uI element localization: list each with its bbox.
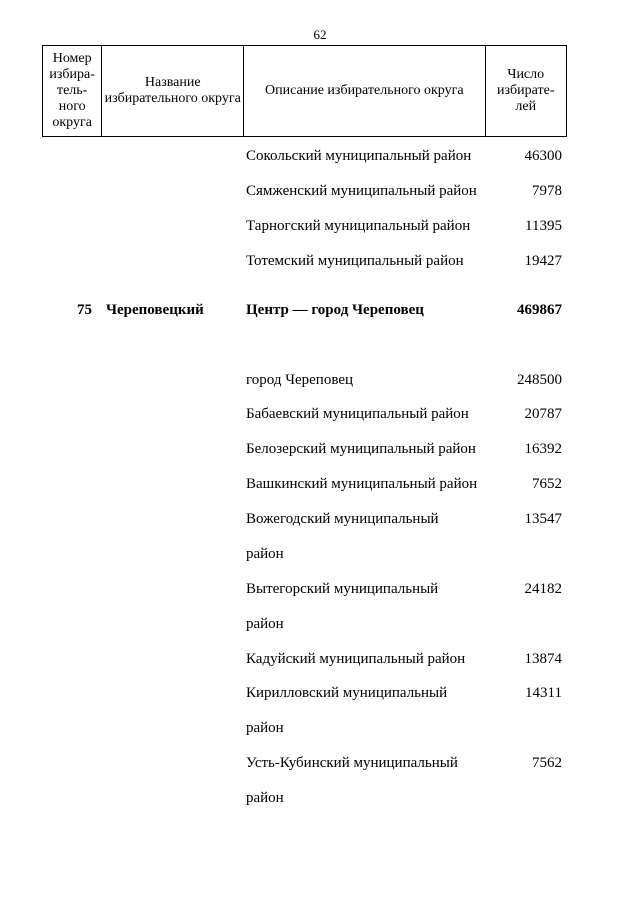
row-voters: 7652 xyxy=(532,476,562,492)
row-voters: 248500 xyxy=(517,372,562,388)
row-description: Кадуйский муниципальный район xyxy=(246,651,466,667)
table-row xyxy=(0,788,640,808)
row-voters: 16392 xyxy=(524,441,562,457)
table-row xyxy=(0,649,640,669)
district-total: 469867 xyxy=(517,302,562,318)
table-row xyxy=(0,509,640,529)
row-description: Сокольский муниципальный район xyxy=(246,148,472,164)
table-row xyxy=(0,146,640,166)
row-description: район xyxy=(246,790,284,806)
district-name: Череповецкий xyxy=(106,302,204,318)
row-voters: 7562 xyxy=(532,755,562,771)
table-row xyxy=(0,579,640,599)
table-row xyxy=(0,181,640,201)
row-description: Вытегорский муниципальный xyxy=(246,581,439,597)
row-voters: 7978 xyxy=(532,183,562,199)
district-center: Центр — город Череповец xyxy=(246,302,424,318)
row-description: Кирилловский муниципальный xyxy=(246,685,448,701)
row-description: Бабаевский муниципальный район xyxy=(246,406,469,422)
table-row xyxy=(0,370,640,390)
row-voters: 46300 xyxy=(524,148,562,164)
row-voters: 13874 xyxy=(524,651,562,667)
row-description: Тарногский муниципальный район xyxy=(246,218,471,234)
row-description: район xyxy=(246,720,284,736)
district-row xyxy=(0,300,640,320)
table-row xyxy=(0,216,640,236)
row-voters: 19427 xyxy=(524,253,562,269)
row-voters: 14311 xyxy=(525,685,562,701)
page-number: 62 xyxy=(313,27,327,42)
header-district-description: Описание избирательного округа xyxy=(244,46,485,137)
row-voters: 13547 xyxy=(524,511,562,527)
row-description: Вашкинский муниципальный район xyxy=(246,476,478,492)
row-description: район xyxy=(246,546,284,562)
table-row xyxy=(0,753,640,773)
table-header xyxy=(42,45,567,137)
table-row xyxy=(0,718,640,738)
row-description: Усть-Кубинский муниципальный xyxy=(246,755,458,771)
row-description: Тотемский муниципальный район xyxy=(246,253,464,269)
table-row xyxy=(0,251,640,271)
row-voters: 11395 xyxy=(525,218,562,234)
row-description: Вожегодский муниципальный xyxy=(246,511,439,527)
row-description: город Череповец xyxy=(246,372,353,388)
table-row xyxy=(0,683,640,703)
table-row xyxy=(0,404,640,424)
row-description: Сямженский муниципальный район xyxy=(246,183,477,199)
header-district-number: Номер избира-тель-ного округа xyxy=(43,46,102,137)
table-row xyxy=(0,614,640,634)
header-district-name: Название избирательного округа xyxy=(102,46,244,137)
row-description: район xyxy=(246,616,284,632)
row-voters: 20787 xyxy=(524,406,562,422)
header-voter-count: Число избирате-лей xyxy=(485,46,567,137)
district-number: 75 xyxy=(77,302,92,318)
row-description: Белозерский муниципальный район xyxy=(246,441,476,457)
table-row xyxy=(0,474,640,494)
table-row xyxy=(0,544,640,564)
table-row xyxy=(0,439,640,459)
row-voters: 24182 xyxy=(524,581,562,597)
